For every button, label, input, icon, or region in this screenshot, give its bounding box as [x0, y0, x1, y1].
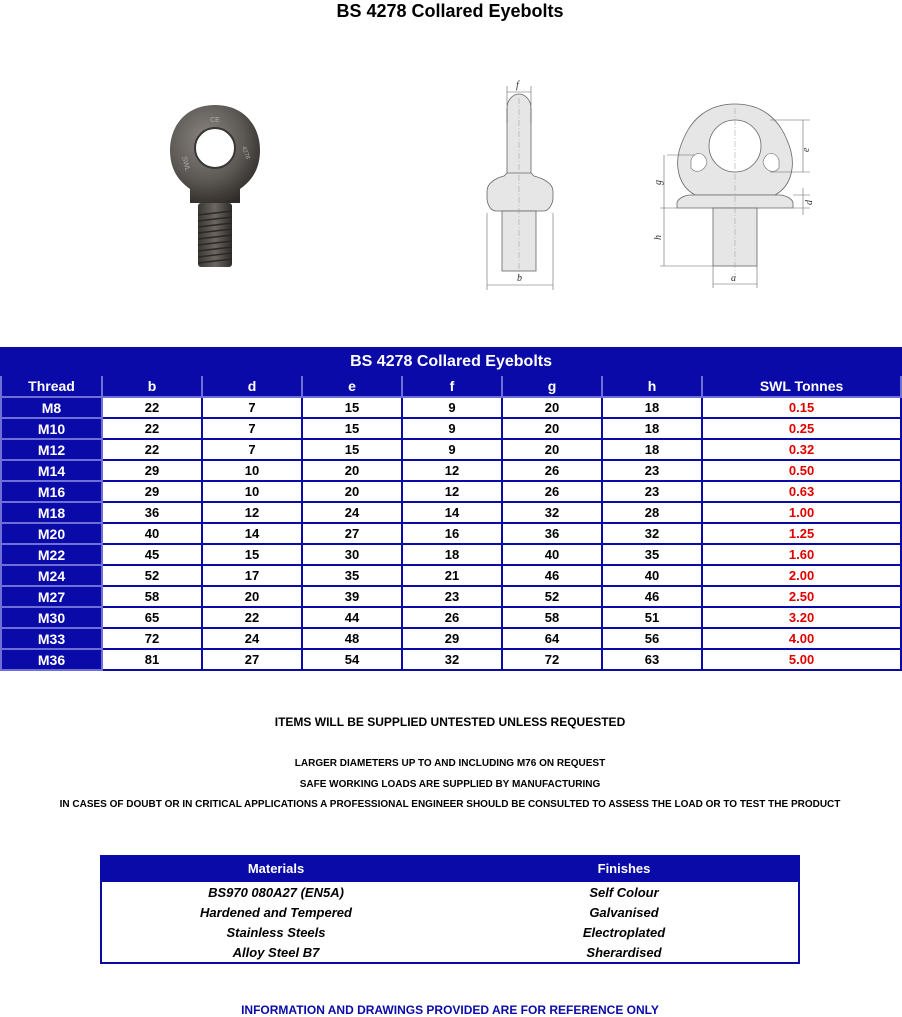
swl-cell: 2.50	[702, 586, 901, 607]
photo-mark-left: SWL	[180, 155, 191, 173]
dimension-cell: 16	[402, 523, 502, 544]
swl-cell: 0.15	[702, 397, 901, 418]
col-header-swl: SWL Tonnes	[702, 375, 901, 397]
dimension-cell: 18	[602, 439, 702, 460]
dimension-cell: 18	[402, 544, 502, 565]
dimension-cell: 14	[202, 523, 302, 544]
table-row	[1, 586, 901, 607]
dimension-cell: 58	[502, 607, 602, 628]
spec-table-body	[1, 397, 901, 670]
dimension-cell: 27	[302, 523, 402, 544]
col-header-f: f	[402, 375, 502, 397]
dimension-cell: 29	[102, 481, 202, 502]
table-row	[1, 607, 901, 628]
thread-cell: M24	[1, 565, 102, 586]
dimension-cell: 64	[502, 628, 602, 649]
material-cell: BS970 080A27 (EN5A)	[101, 881, 450, 902]
dimension-cell: 10	[202, 481, 302, 502]
thread-cell: M36	[1, 649, 102, 670]
thread-cell: M27	[1, 586, 102, 607]
dim-d-label: d	[804, 200, 815, 205]
thread-cell: M8	[1, 397, 102, 418]
dimension-cell: 10	[202, 460, 302, 481]
table-row	[1, 481, 901, 502]
dimension-cell: 52	[502, 586, 602, 607]
dimension-cell: 20	[502, 439, 602, 460]
dimension-cell: 20	[302, 481, 402, 502]
swl-cell: 3.20	[702, 607, 901, 628]
dimension-cell: 52	[102, 565, 202, 586]
dimension-cell: 21	[402, 565, 502, 586]
dimension-cell: 27	[202, 649, 302, 670]
dimension-cell: 15	[302, 439, 402, 460]
dimension-cell: 22	[102, 418, 202, 439]
dimension-cell: 46	[602, 586, 702, 607]
dimension-cell: 9	[402, 418, 502, 439]
dim-h-label: h	[653, 235, 664, 240]
dimension-cell: 81	[102, 649, 202, 670]
table-row	[1, 460, 901, 481]
materials-table-body	[101, 881, 799, 963]
dimension-cell: 30	[302, 544, 402, 565]
dimension-cell: 32	[402, 649, 502, 670]
table-caption: BS 4278 Collared Eyebolts	[1, 348, 901, 375]
thread-cell: M20	[1, 523, 102, 544]
dimension-cell: 36	[102, 502, 202, 523]
dimension-cell: 46	[502, 565, 602, 586]
dimension-cell: 20	[502, 418, 602, 439]
swl-cell: 0.50	[702, 460, 901, 481]
dimension-cell: 15	[302, 397, 402, 418]
materials-row	[101, 942, 799, 963]
swl-cell: 1.25	[702, 523, 901, 544]
dimension-cell: 23	[602, 481, 702, 502]
col-header-g: g	[502, 375, 602, 397]
swl-cell: 5.00	[702, 649, 901, 670]
thread-cell: M10	[1, 418, 102, 439]
table-row	[1, 397, 901, 418]
swl-cell: 0.25	[702, 418, 901, 439]
dim-g-label: g	[653, 180, 664, 185]
dimension-cell: 72	[102, 628, 202, 649]
eyebolt-photo	[160, 105, 270, 270]
swl-cell: 0.63	[702, 481, 901, 502]
table-row	[1, 544, 901, 565]
larger-diameters-note: LARGER DIAMETERS UP TO AND INCLUDING M76 ON REQUEST	[294, 758, 606, 769]
finish-cell: Sherardised	[586, 944, 662, 960]
dimension-cell: 7	[202, 397, 302, 418]
thread-cell: M30	[1, 607, 102, 628]
finish-cell: Self Colour	[450, 881, 799, 902]
dim-f-label: f	[516, 80, 519, 91]
swl-cell: 1.00	[702, 502, 901, 523]
table-row	[1, 418, 901, 439]
dimension-cell: 40	[602, 565, 702, 586]
page-title: BS 4278 Collared Eyebolts	[336, 1, 564, 21]
dimension-cell: 14	[402, 502, 502, 523]
dimension-cell: 63	[602, 649, 702, 670]
engineer-note: IN CASES OF DOUBT OR IN CRITICAL APPLICATIONS A PROFESSIONAL ENGINEER SHOULD BE CONSULTED TO ASSESS THE LOAD OR TO TEST THE PRODUCT	[59, 799, 841, 810]
dimension-cell: 40	[502, 544, 602, 565]
materials-row	[101, 922, 799, 942]
dimension-cell: 23	[402, 586, 502, 607]
thread-cell: M33	[1, 628, 102, 649]
dimension-cell: 15	[202, 544, 302, 565]
table-header-row	[1, 375, 901, 397]
table-row	[1, 439, 901, 460]
reference-footer: INFORMATION AND DRAWINGS PROVIDED ARE FOR REFERENCE ONLY	[241, 1003, 659, 1017]
thread-cell: M14	[1, 460, 102, 481]
table-row	[1, 628, 901, 649]
dimension-cell: 36	[502, 523, 602, 544]
dimension-cell: 44	[302, 607, 402, 628]
dimension-cell: 20	[502, 397, 602, 418]
dimension-cell: 12	[202, 502, 302, 523]
dimension-cell: 22	[102, 439, 202, 460]
dimension-cell: 17	[202, 565, 302, 586]
dimension-cell: 7	[202, 439, 302, 460]
dimension-cell: 26	[502, 481, 602, 502]
finish-cell: Electroplated	[582, 924, 666, 940]
col-header-b: b	[102, 375, 202, 397]
dimension-cell: 15	[302, 418, 402, 439]
dimension-cell: 18	[602, 397, 702, 418]
thread-cell: M16	[1, 481, 102, 502]
dimension-cell: 22	[102, 397, 202, 418]
swl-cell: 4.00	[702, 628, 901, 649]
table-row	[1, 502, 901, 523]
dimension-cell: 51	[602, 607, 702, 628]
thread-cell: M22	[1, 544, 102, 565]
dimension-cell: 29	[102, 460, 202, 481]
dimension-cell: 12	[402, 460, 502, 481]
table-row	[1, 649, 901, 670]
dimension-cell: 22	[202, 607, 302, 628]
dimension-cell: 65	[102, 607, 202, 628]
material-cell: Alloy Steel B7	[232, 944, 320, 960]
dimension-cell: 24	[202, 628, 302, 649]
dimension-cell: 35	[602, 544, 702, 565]
dimension-cell: 54	[302, 649, 402, 670]
dimension-cell: 45	[102, 544, 202, 565]
dim-b-label: b	[517, 273, 522, 284]
dimension-cell: 9	[402, 397, 502, 418]
materials-row	[101, 881, 799, 902]
dimension-cell: 72	[502, 649, 602, 670]
col-header-thread: Thread	[1, 375, 102, 397]
side-view-drawing	[470, 78, 570, 290]
dim-a-label: a	[731, 273, 736, 284]
materials-table	[100, 855, 800, 964]
dimension-cell: 32	[602, 523, 702, 544]
materials-header: Materials	[101, 856, 450, 881]
dimension-cell: 20	[302, 460, 402, 481]
dimension-cell: 23	[602, 460, 702, 481]
finishes-header: Finishes	[450, 856, 799, 881]
col-header-h: h	[602, 375, 702, 397]
col-header-e: e	[302, 375, 402, 397]
dimension-cell: 58	[102, 586, 202, 607]
swl-cell: 1.60	[702, 544, 901, 565]
thread-cell: M12	[1, 439, 102, 460]
dim-e-label: e	[801, 147, 812, 152]
dimension-cell: 12	[402, 481, 502, 502]
dimension-cell: 18	[602, 418, 702, 439]
photo-mark-right: 4278	[240, 145, 251, 161]
col-header-d: d	[202, 375, 302, 397]
spec-table	[0, 347, 902, 671]
dimension-cell: 39	[302, 586, 402, 607]
front-view-drawing	[655, 100, 820, 292]
swl-cell: 2.00	[702, 565, 901, 586]
material-cell: Hardened and Tempered	[200, 904, 352, 920]
dimension-cell: 7	[202, 418, 302, 439]
dimension-cell: 28	[602, 502, 702, 523]
swl-note: SAFE WORKING LOADS ARE SUPPLIED BY MANUFACTURING	[299, 779, 601, 790]
dimension-cell: 24	[302, 502, 402, 523]
finish-cell: Galvanised	[589, 904, 659, 920]
dimension-cell: 32	[502, 502, 602, 523]
dimension-cell: 20	[202, 586, 302, 607]
dimension-cell: 9	[402, 439, 502, 460]
thread-cell: M18	[1, 502, 102, 523]
dimension-cell: 26	[502, 460, 602, 481]
dimension-cell: 26	[402, 607, 502, 628]
material-cell: Stainless Steels	[226, 924, 326, 940]
table-row	[1, 565, 901, 586]
dimension-cell: 29	[402, 628, 502, 649]
photo-mark-top: CE	[210, 117, 220, 124]
dimension-cell: 40	[102, 523, 202, 544]
untested-note: ITEMS WILL BE SUPPLIED UNTESTED UNLESS REQUESTED	[274, 715, 626, 729]
swl-cell: 0.32	[702, 439, 901, 460]
materials-row	[101, 902, 799, 922]
dimension-cell: 35	[302, 565, 402, 586]
dimension-cell: 56	[602, 628, 702, 649]
table-row	[1, 523, 901, 544]
dimension-cell: 48	[302, 628, 402, 649]
